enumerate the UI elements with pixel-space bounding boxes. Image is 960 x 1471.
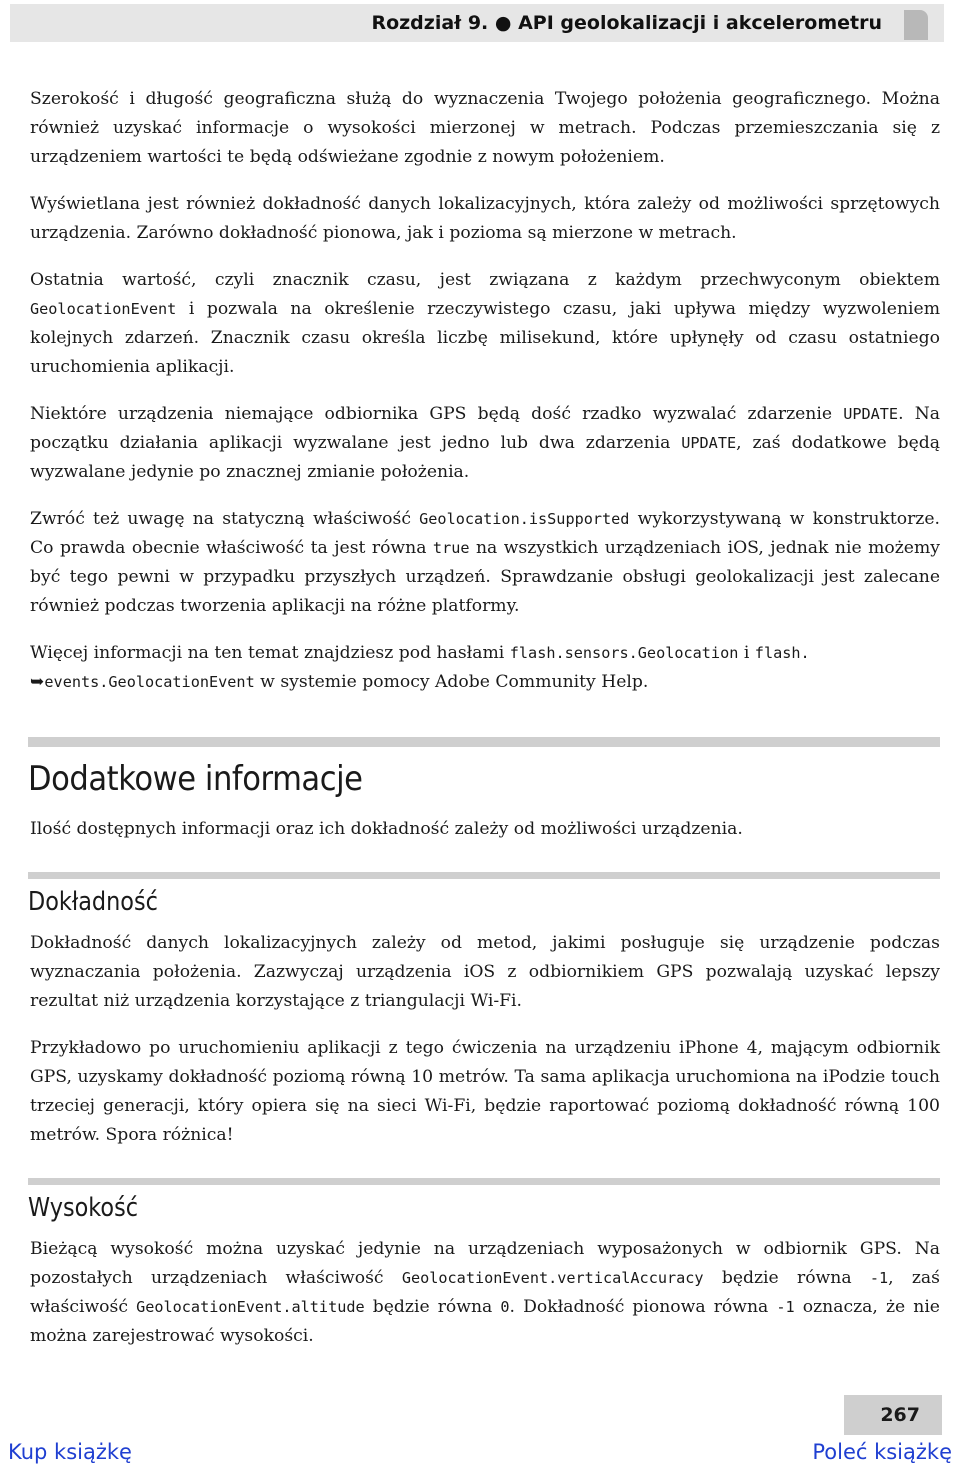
paragraph-additional-info: Ilość dostępnych informacji oraz ich dokładność zależy od możliwości urządzenia. — [30, 819, 743, 839]
text-run: na wszystkich urządzeniach iOS, jednak nie możemy być tego pewni w przypadku przyszłych urządzeń. Sprawdzanie obsługi geolokalizacji jest zalecane również podczas tworzenia aplikacji na różne platformy. — [30, 538, 940, 616]
code-verticalaccuracy: GeolocationEvent.verticalAccuracy — [401, 1269, 704, 1287]
code-events-geolocationevent: events.GeolocationEvent — [44, 673, 255, 691]
paragraph-issupported — [30, 505, 940, 621]
subsection-heading-altitude: Wysokość — [28, 1193, 139, 1223]
paragraph-timestamp — [30, 266, 940, 382]
buy-book-link[interactable]: Kup książkę — [8, 1440, 132, 1464]
subsection-divider — [28, 1178, 940, 1185]
text-run: wykorzystywaną w konstruktorze. Co prawda obecnie właściwość ta jest równa — [30, 509, 940, 558]
text-run: i pozwala na określenie rzeczywistego czasu, jaki upływa między wyzwoleniem kolejnych zdarzeń. Znacznik czasu określa liczbę milisekund, które upłynęły od czasu ostatniego uruchomienia aplikacji. — [30, 299, 940, 377]
text-run: Bieżącą wysokość można uzyskać jedynie na urządzeniach wyposażonych w odbiornik GPS. Na pozostałych urządzeniach właściwość — [30, 1239, 940, 1288]
paragraph-accuracy-example: Przykładowo po uruchomieniu aplikacji z tego ćwiczenia na urządzeniu iPhone 4, mającym odbiornik GPS, uzyskamy dokładność poziomą równą 10 metrów. Ta sama aplikacja uruchomiona na iPodzie touch trzeciej generacji, który opiera się na sieci Wi-Fi, będzie raportować poziomą dokładność równą 100 metrów. Spora różnica! — [30, 1038, 940, 1145]
text-run: będzie równa — [364, 1297, 501, 1317]
text-run: będzie równa — [703, 1268, 870, 1288]
header-tab-decoration — [904, 10, 928, 40]
section-divider — [28, 737, 940, 747]
paragraph-coordinates: Szerokość i długość geograficzna służą do wyznaczenia Twojego położenia geograficznego. Można również uzyskać informacje o wysokości mierzonej w metrach. Podczas przemieszczania się z urządzeniem wartości te będą odświeżane zgodnie z nowym położeniem. — [30, 89, 940, 167]
text-run: w systemie pomocy Adobe Community Help. — [254, 672, 649, 692]
code-update: UPDATE — [843, 405, 899, 423]
line-continuation-arrow-icon: ➥ — [30, 672, 45, 692]
text-run: i — [738, 643, 755, 663]
page-content — [30, 85, 940, 1369]
paragraph-accuracy-methods: Dokładność danych lokalizacyjnych zależy od metod, jakimi posługuje się urządzenie podczas wyznaczania położenia. Zazwyczaj urządzenia iOS z odbiornikiem GPS pozwalają uzyskać lepszy rezultat niż urządzenia korzystające z triangulacji Wi-Fi. — [30, 933, 940, 1011]
text-run: Więcej informacji na ten temat znajdziesz pod hasłami — [30, 643, 510, 663]
text-run: . Dokładność pionowa równa — [509, 1297, 777, 1317]
code-true: true — [432, 539, 470, 557]
chapter-header-bar — [10, 4, 944, 42]
code-flash: flash. — [754, 644, 810, 662]
code-altitude: GeolocationEvent.altitude — [136, 1298, 365, 1316]
text-run: . Na początku działania aplikacji wyzwalane jest jedno lub dwa zdarzenia — [30, 404, 940, 453]
code-zero: 0 — [500, 1298, 510, 1316]
text-run: , zaś właściwość — [30, 1268, 940, 1317]
paragraph-update-events — [30, 400, 940, 487]
code-minus-one: -1 — [869, 1269, 889, 1287]
paragraph-more-info — [30, 639, 940, 697]
code-geolocationevent: GeolocationEvent — [30, 300, 177, 318]
text-run: Niektóre urządzenia niemające odbiornika GPS będą dość rzadko wyzwalać zdarzenie — [30, 404, 844, 424]
chapter-title: Rozdział 9. ● API geolokalizacji i akcelerometru — [371, 12, 882, 34]
page-number-box — [844, 1395, 942, 1435]
subsection-heading-accuracy: Dokładność — [28, 887, 158, 917]
subsection-divider — [28, 872, 940, 879]
code-sensors-geolocation: flash.sensors.Geolocation — [509, 644, 739, 662]
page-number: 267 — [880, 1404, 920, 1426]
code-issupported: Geolocation.isSupported — [419, 510, 630, 528]
paragraph-altitude — [30, 1235, 940, 1351]
code-minus-one: -1 — [776, 1298, 795, 1316]
section-heading-additional-info: Dodatkowe informacje — [28, 759, 363, 799]
text-run: Zwróć też uwagę na statyczną właściwość — [30, 509, 420, 529]
recommend-book-link[interactable]: Poleć książkę — [812, 1440, 952, 1464]
text-run: Ostatnia wartość, czyli znacznik czasu, jest związana z każdym przechwyconym obiektem — [30, 270, 940, 290]
text-run: oznacza, że nie można zarejestrować wysokości. — [30, 1297, 940, 1346]
code-update: UPDATE — [681, 434, 737, 452]
text-run: , zaś dodatkowe będą wyzwalane jedynie po znacznej zmianie położenia. — [30, 433, 940, 482]
paragraph-accuracy: Wyświetlana jest również dokładność danych lokalizacyjnych, która zależy od możliwości sprzętowych urządzenia. Zarówno dokładność pionowa, jak i pozioma są mierzone w metrach. — [30, 194, 940, 243]
